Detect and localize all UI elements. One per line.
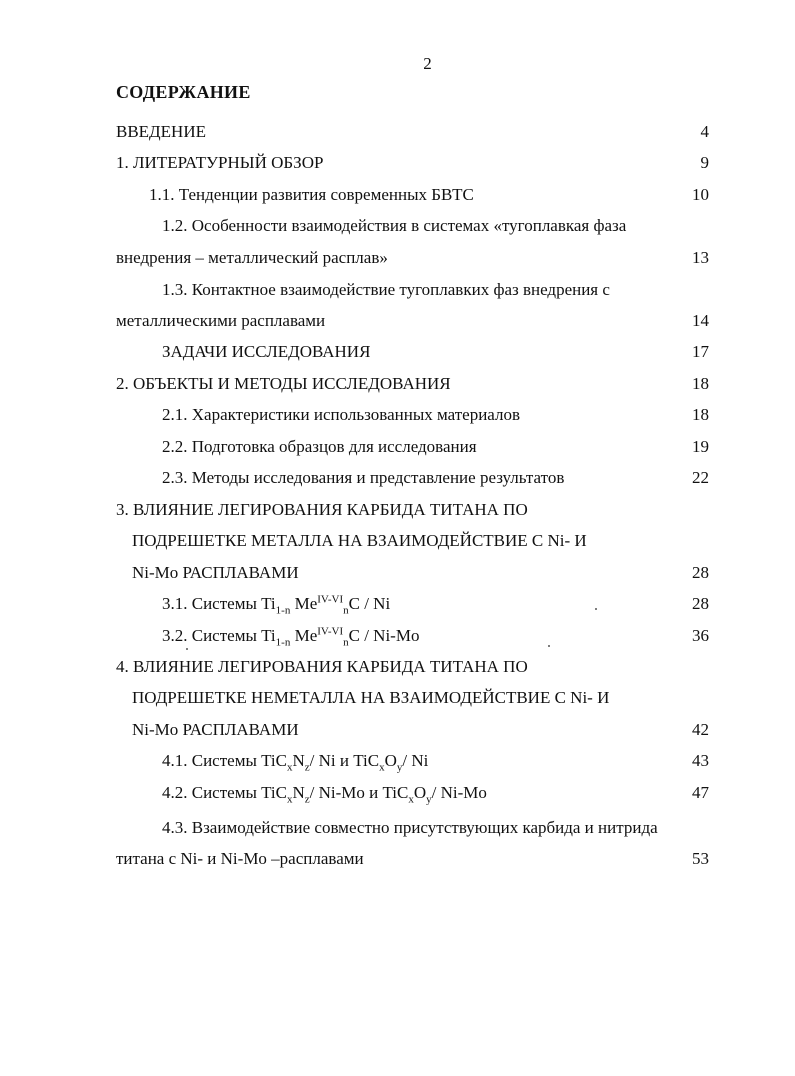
toc-page-section-4-1: 43 (692, 751, 709, 770)
toc-entry-section-4-1: 4.1. Системы $TiC_xN_z/$ Ni и $TiC_xO_y/$ Ni (162, 751, 429, 774)
toc-entry-section-1-3-line-2: металлическими расплавами (116, 311, 326, 330)
toc-page-chapter-2: 18 (692, 374, 709, 393)
toc-entry-chapter-4-line-2: ПОДРЕШЕТКЕ НЕМЕТАЛЛА НА ВЗАИМОДЕЙСТВИЕ С Ni- И (132, 688, 610, 707)
toc-page-section-2-1: 18 (692, 405, 709, 424)
scan-speck (595, 608, 597, 610)
scan-speck (548, 645, 550, 647)
toc-entry-section-1-2-line-2: внедрения – металлический расплав» (116, 248, 388, 267)
toc-page-chapter-4: 42 (692, 720, 709, 739)
toc-page-section-1-1: 10 (692, 185, 709, 204)
toc-entry-chapter-2: 2. ОБЪЕКТЫ И МЕТОДЫ ИССЛЕДОВАНИЯ (116, 374, 451, 393)
contents-heading: СОДЕРЖАНИЕ (116, 82, 251, 102)
toc-page-section-1-2: 13 (692, 248, 709, 267)
toc-entry-chapter-3-line-2: ПОДРЕШЕТКЕ МЕТАЛЛА НА ВЗАИМОДЕЙСТВИЕ С Ni- И (132, 531, 587, 550)
toc-page-chapter-1: 9 (700, 153, 709, 172)
toc-entry-chapter-1: 1. ЛИТЕРАТУРНЫЙ ОБЗОР (116, 153, 324, 172)
toc-entry-section-3-1: 3.1. Системы $Ti_{1-n}$ $Me^{IV-VI}_nC$ / Ni (162, 593, 391, 617)
toc-entry-research-tasks: ЗАДАЧИ ИССЛЕДОВАНИЯ (162, 342, 371, 361)
scan-speck (186, 648, 188, 650)
toc-entry-section-4-3-line-2: титана с Ni- и Ni-Mo –расплавами (116, 849, 364, 868)
toc-page-research-tasks: 17 (692, 342, 709, 361)
toc-entry-chapter-3-line-1: 3. ВЛИЯНИЕ ЛЕГИРОВАНИЯ КАРБИДА ТИТАНА ПО (116, 500, 528, 519)
toc-entry-section-1-1: 1.1. Тенденции развития современных БВТС (149, 185, 474, 204)
toc-entry-chapter-4-line-3: Ni-Mo РАСПЛАВАМИ (132, 720, 299, 739)
toc-entry-section-4-2: 4.2. Системы $TiC_xN_z/$ Ni-Mo и $TiC_xO_y/$ Ni-Mo (162, 783, 487, 806)
toc-entry-section-2-1: 2.1. Характеристики использованных материалов (162, 405, 521, 424)
toc-entry-section-2-3: 2.3. Методы исследования и представление результатов (162, 468, 565, 487)
toc-entry-chapter-4-line-1: 4. ВЛИЯНИЕ ЛЕГИРОВАНИЯ КАРБИДА ТИТАНА ПО (116, 657, 528, 676)
toc-entry-introduction: ВВЕДЕНИЕ (116, 122, 206, 141)
toc-entry-section-1-2-line-1: 1.2. Особенности взаимодействия в системах «тугоплавкая фаза (162, 216, 627, 235)
toc-entry-chapter-3-line-3: Ni-Mo РАСПЛАВАМИ (132, 563, 299, 582)
toc-page-section-4-2: 47 (692, 783, 709, 802)
toc-entry-section-4-3-line-1: 4.3. Взаимодействие совместно присутствующих карбида и нитрида (162, 818, 658, 837)
toc-page-introduction: 4 (700, 122, 709, 141)
toc-page-section-4-3: 53 (692, 849, 709, 868)
toc-entry-section-3-2: 3.2. Системы $Ti_{1-n}$ $Me^{IV-VI}_nC / Ni-Mo$ (162, 625, 420, 649)
toc-page-section-2-2: 19 (692, 437, 709, 456)
toc-page-section-3-2: 36 (692, 626, 709, 645)
toc-page-section-1-3: 14 (692, 311, 709, 330)
page-number: 2 (423, 54, 432, 73)
toc-page-section-2-3: 22 (692, 468, 709, 487)
toc-page-chapter-3: 28 (692, 563, 709, 582)
toc-entry-section-1-3-line-1: 1.3. Контактное взаимодействие тугоплавких фаз внедрения с (162, 280, 610, 299)
toc-page-section-3-1: 28 (692, 594, 709, 613)
toc-entry-section-2-2: 2.2. Подготовка образцов для исследования (162, 437, 477, 456)
